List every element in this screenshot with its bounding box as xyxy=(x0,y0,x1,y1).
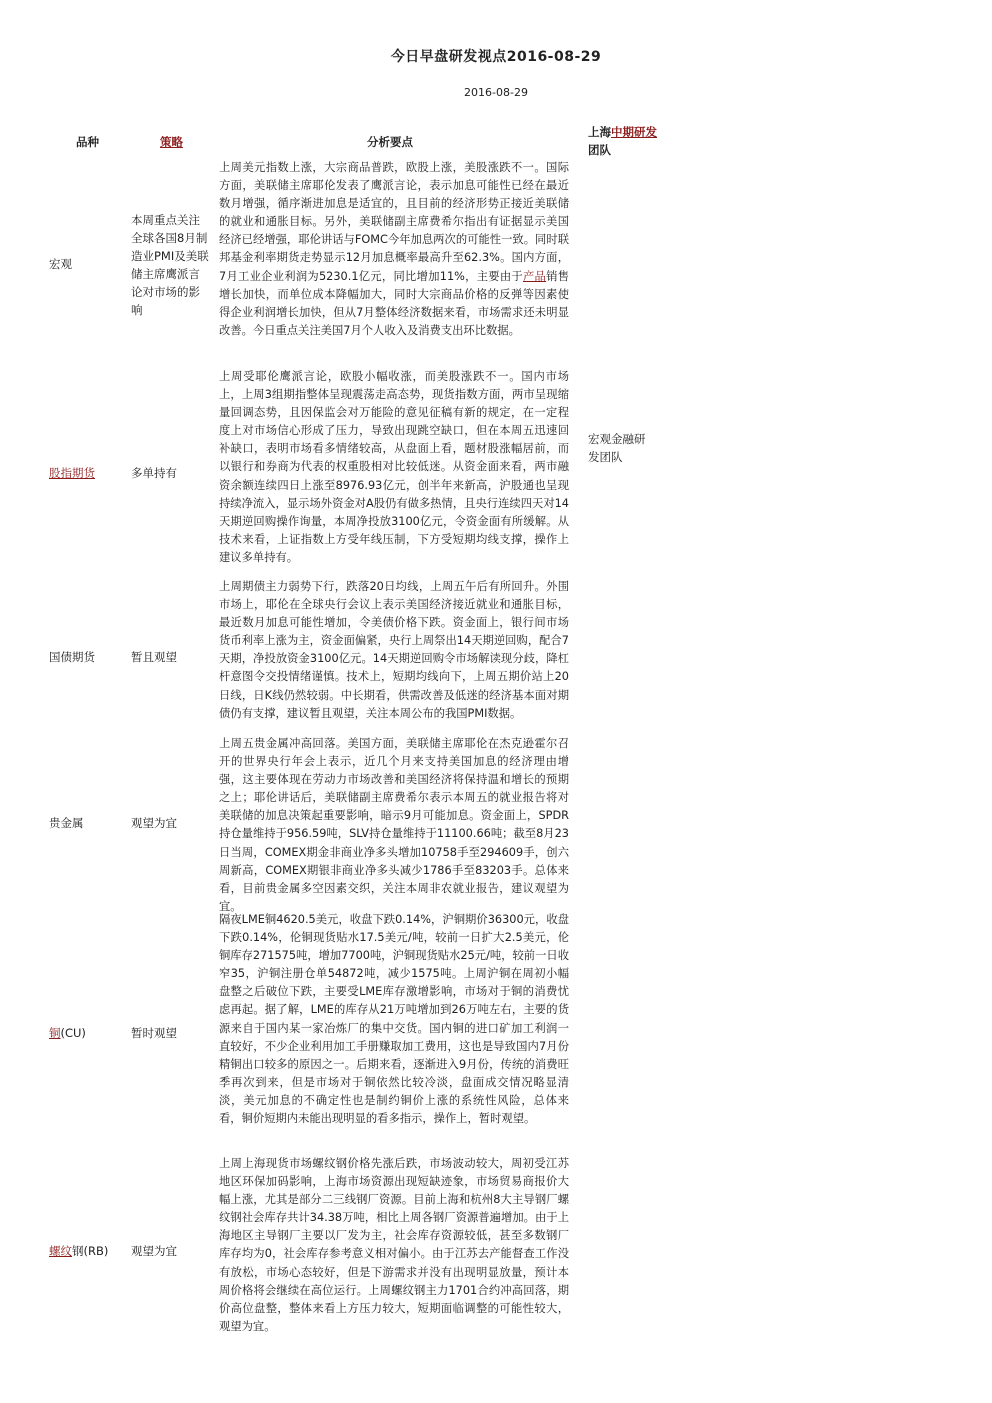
row-analysis: 上周上海现货市场螺纹钢价格先涨后跌，市场波动较大，周初受江苏地区环保加码影响，上海市场资源出现短缺迹象，市场贸易商报价大幅上涨，尤其是部分二三线钢厂资源。目前上海和杭州8大主导钢厂螺纹钢社会库存共计34.38万吨，相比上周各钢厂资源普遍增加。由于上海地区主导钢厂主要以厂发为主，社会库存资源较低，甚至多数钢厂库存均为0，社会库存参考意义相对偏小。由于江苏去产能督查工作没有放松，市场心态较好，但是下游需求并没有出现明显放量，预计本周价格将会继续在高位运行。上周螺纹钢主力1701合约冲高回落，期价高位盘整，整体来看上方压力较大，短期面临调整的可能性较大，观望为宜。 xyxy=(219,1157,569,1333)
team-link-yanfa[interactable]: 研发 xyxy=(634,125,657,139)
row-analysis: 上周受耶伦鹰派言论，欧股小幅收涨，而美股涨跌不一。国内市场上，上周3组期指整体呈现震荡走高态势，现货指数方面，两市呈现缩量回调态势，且因保监会对万能险的意见征稿有新的规定，在一定程度上对市场信心形成了压力，导致出现跳空缺口，但在本周五迅速回补缺口，表明市场看多情绪较高，从盘面上看，题材股涨幅居前，而以银行和券商为代表的权重股相对比较低迷。从资金面来看，两市融资余额连续四日上涨至8976.93亿元，创半年来新高，沪股通也呈现持续净流入，显示场外资金对A股仍有做多热情，且央行连续四天对14天期逆回购操作询量，本周净投放3100亿元，令资金面有所缓解。从技术来看，上证指数上方受年线压制，下方受短期均线支撑，操作上建议多单持有。 xyxy=(219,370,569,564)
copper-link[interactable]: 铜 xyxy=(49,1026,61,1040)
row-analysis: 隔夜LME铜4620.5美元，收盘下跌0.14%，沪铜期价36300元，收盘下跌0.14%，伦铜现货贴水17.5美元/吨，较前一日扩大2.5美元，伦铜库存271575吨，增加7700吨，沪铜现货贴水25元/吨，较前一日收窄35，沪铜注册仓单54872吨，减少1575吨。上周沪铜在周初小幅盘整之后破位下跌，主要受LME库存激增影响，市场对于铜的消费忧虑再起。据了解，LME的库存从21万吨增加到26万吨左右，主要的货源来自于国内某一家冶炼厂的集中交货。国内铜的进口矿加工利润一直较好，不少企业利用加工手册赚取加工费用，这也是导致国内7月份精铜出口较多的原因之一。后期来看，逐渐进入9月份，传统的消费旺季再次到来，但是市场对于铜依然比较冷淡，盘面成交情况略显清淡，美元加息的不确定性也是制约铜价上涨的系统性风险，总体来看，铜价短期内未能出现明显的看多指示，操作上，暂时观望。 xyxy=(219,913,569,1126)
row-analysis: 上周美元指数上涨，大宗商品普跌，欧股上涨，美股涨跌不一。国际方面，美联储主席耶伦发表了鹰派言论，表示加息可能性已经在最近数月增强，循序渐进加息是适宜的，且目前的经济形势正接近美联储的就业和通胀目标。另外，美联储副主席费希尔指出有证据显示美国经济已经增强，耶伦讲话与FOMC今年加息两次的可能性一致。同时联邦基金利率期货走势显示12月加息概率最高升至62.3%。国内方面，7月工业企业利润为5230.1亿元，同比增加11%，主要由于产品销售增长加快，而单位成本降幅加大，同时大宗商品价格的反弹等因素使得企业利润增长加快，但从7月整体经济数据来看，市场需求还未明显改善。今日重点关注美国7月个人收入及消费支出环比数据。 xyxy=(219,161,569,337)
column-header-strategy xyxy=(160,134,183,150)
row-category: 螺纹钢(RB) xyxy=(49,1244,109,1258)
row-strategy: 观望为宜 xyxy=(131,1244,177,1258)
macro-finance-team: 宏观金融研发团队 xyxy=(588,432,646,464)
row-category: 贵金属 xyxy=(49,816,84,830)
row-strategy: 暂时观望 xyxy=(131,1026,177,1040)
product-link[interactable]: 产品 xyxy=(522,269,547,283)
row-category: 国债期货 xyxy=(49,650,95,664)
column-header-analysis: 分析要点 xyxy=(367,135,413,149)
row-analysis: 上周期债主力弱势下行，跌落20日均线，上周五午后有所回升。外围市场上，耶伦在全球央行会议上表示美国经济接近就业和通胀目标，最近数月加息可能性增加，令美债价格下跌。资金面上，银行间市场货币利率上涨为主，资金面偏紧，央行上周祭出14天期逆回购，配合7天期，净投放资金3100亿元。14天期逆回购令市场解读现分歧，降杠杆意图令交投情绪谨慎。技术上，短期均线向下，上周五期价站上20日线，日K线仍然较弱。中长期看，供需改善及低迷的经济基本面对期债仍有支撑，建议暂且观望，关注本周公布的我国PMI数据。 xyxy=(219,580,569,720)
row-category: 宏观 xyxy=(49,257,72,271)
row-analysis: 上周五贵金属冲高回落。美国方面，美联储主席耶伦在杰克逊霍尔召开的世界央行年会上表示，近几个月来支持美国加息的经济理由增强，这主要体现在劳动力市场改善和美国经济将保持温和增长的预期之上；耶伦讲话后，美联储副主席费希尔表示本周五的就业报告将对美联储的加息决策起重要影响，暗示9月可能加息。资金面上，SPDR持仓量维持于956.59吨，SLV持仓量维持于11100.66吨；截至8月23日当周，COMEX期金非商业净多头增加10758手至294609手，创六周新高，COMEX期银非商业净多头减少1786手至83203手。总体来看，目前贵金属多空因素交织，关注本周非农就业报告，建议观望为宜。 xyxy=(219,737,569,913)
row-category xyxy=(49,465,95,481)
team-link-zhongqi[interactable]: 中期 xyxy=(611,125,634,139)
row-category: 铜(CU) xyxy=(49,1026,86,1040)
row-strategy: 多单持有 xyxy=(131,466,177,480)
row-strategy: 观望为宜 xyxy=(131,816,177,830)
row-strategy: 暂且观望 xyxy=(131,650,177,664)
strategy-link[interactable]: 策略 xyxy=(160,135,183,149)
rebar-link[interactable]: 螺纹 xyxy=(49,1244,72,1258)
column-header-category: 品种 xyxy=(76,135,99,149)
team-header: 上海中期研发团队 xyxy=(588,125,657,157)
page-title: 今日早盘研发视点2016-08-29 xyxy=(390,49,602,65)
report-date: 2016-08-29 xyxy=(464,86,528,99)
stock-index-futures-link[interactable]: 股指期货 xyxy=(49,466,95,480)
row-strategy: 本周重点关注全球各国8月制造业PMI及美联储主席鹰派言论对市场的影响 xyxy=(131,213,209,317)
